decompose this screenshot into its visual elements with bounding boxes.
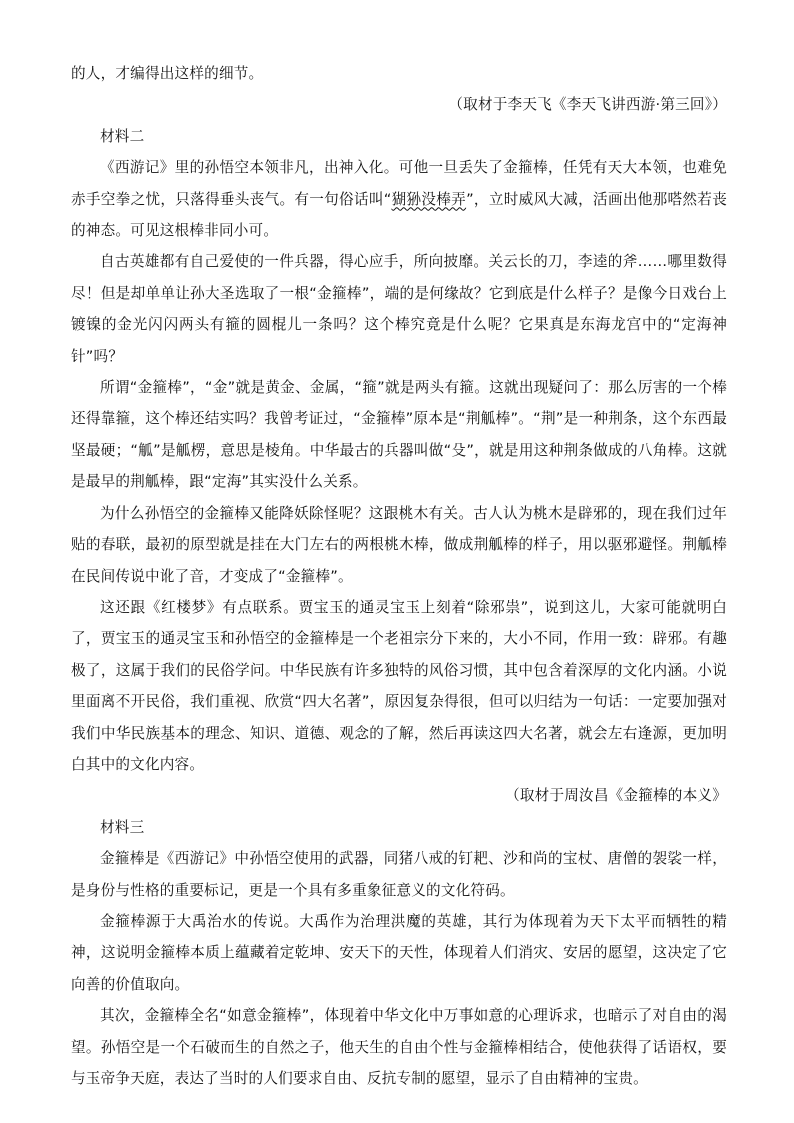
material-2-heading: 材料二	[100, 127, 145, 145]
document-page	[71, 58, 727, 1094]
material-2-paragraph-1	[71, 152, 727, 246]
material-3-heading: 材料三	[100, 818, 145, 836]
idiom-wavy-underline: 猢狲没棒弄	[391, 190, 467, 208]
material-2-paragraph-3: 所谓“金箍棒”，“金”就是黄金、金属，“箍”就是两头有箍。这就出现疑问了：那么厉害的一个棒还得靠箍，这个棒还结实吗？我曾考证过，“金箍棒”原本是“荆觚棒”。“荆”是一种荆条，这个东西最坚最硬；“觚”是觚楞，意思是棱角。中华最古的兵器叫做“殳”，就是用这种荆条做成的八角棒。这就是最早的荆觚棒，跟“定海”其实没什么关系。	[71, 379, 727, 491]
source-citation-1: （取材于李天飞《李天飞讲西游·第三回》）	[448, 96, 727, 114]
material-2-paragraph-5: 这还跟《红楼梦》有点联系。贾宝玉的通灵宝玉上刻着“除邪祟”，说到这儿，大家可能就明白了，贾宝玉的通灵宝玉和孙悟空的金箍棒是一个老祖宗分下来的，大小不同，作用一致：辟邪。有趣极了，这属于我们的民俗学问。中华民族有许多独特的风俗习惯，其中包含着深厚的文化内涵。小说里面离不开民俗，我们重视、欣赏“四大名著”，原因复杂得很，但可以归结为一句话：一定要加强对我们中华民族基本的理念、知识、道德、观念的了解，然后再读这四大名著，就会左右逢源，更加明白其中的文化内容。	[71, 598, 727, 773]
material-3-paragraph-2: 金箍棒源于大禹治水的传说。大禹作为治理洪魔的英雄，其行为体现着为天下太平而牺牲的精神，这说明金箍棒本质上蕴藏着定乾坤、安天下的天性，体现着人们消灾、安居的愿望，这决定了它向善的价值取向。	[71, 912, 727, 993]
continuation-text: 的人，才编得出这样的细节。	[71, 65, 264, 82]
material-2-paragraph-4: 为什么孙悟空的金箍棒又能降妖除怪呢？这跟桃木有关。古人认为桃木是辟邪的，现在我们过年贴的春联，最初的原型就是挂在大门左右的两根桃木棒，做成荆觚棒的样子，用以驱邪避怪。荆觚棒在民间传说中讹了音，才变成了“金箍棒”。	[71, 504, 727, 585]
material-3-paragraph-3: 其次，金箍棒全名“如意金箍棒”，体现着中华文化中万事如意的心理诉求，也暗示了对自由的渴望。孙悟空是一个石破而生的自然之子，他天生的自由个性与金箍棒相结合，使他获得了话语权，要与玉帝争天庭，表达了当时的人们要求自由、反抗专制的愿望，显示了自由精神的宝贵。	[71, 1007, 727, 1087]
material-3-paragraph-1: 金箍棒是《西游记》中孙悟空使用的武器，同猪八戒的钉耙、沙和尚的宝杖、唐僧的袈裟一样，是身份与性格的重要标记，更是一个具有多重象征意义的文化符码。	[71, 850, 727, 899]
material-2-paragraph-2: 自古英雄都有自己爱使的一件兵器，得心应手，所向披靡。关云长的刀，李逵的斧……哪里数得尽！但是却单单让孙大圣选取了一根“金箍棒”，端的是何缘故？它到底是什么样子？是像今日戏台上镀镍的金光闪闪两头有箍的圆棍儿一条吗？这个棒究竟是什么呢？它果真是东海龙宫中的“定海神针”吗？	[71, 253, 727, 365]
source-citation-2: （取材于周汝昌《金箍棒的本义》	[505, 787, 727, 805]
paragraph-text: ”，立时威风大减，活画出他那嗒然若丧的神态。可见这根棒非同小可。	[71, 190, 727, 240]
paragraph-text: 《西游记》里的孙悟空本领非凡，出神入化。可他一旦丢失了金箍棒，任凭有天大本领，也难免赤手空拳之忧，只落得垂头丧气。有一句俗话叫“	[71, 159, 727, 208]
